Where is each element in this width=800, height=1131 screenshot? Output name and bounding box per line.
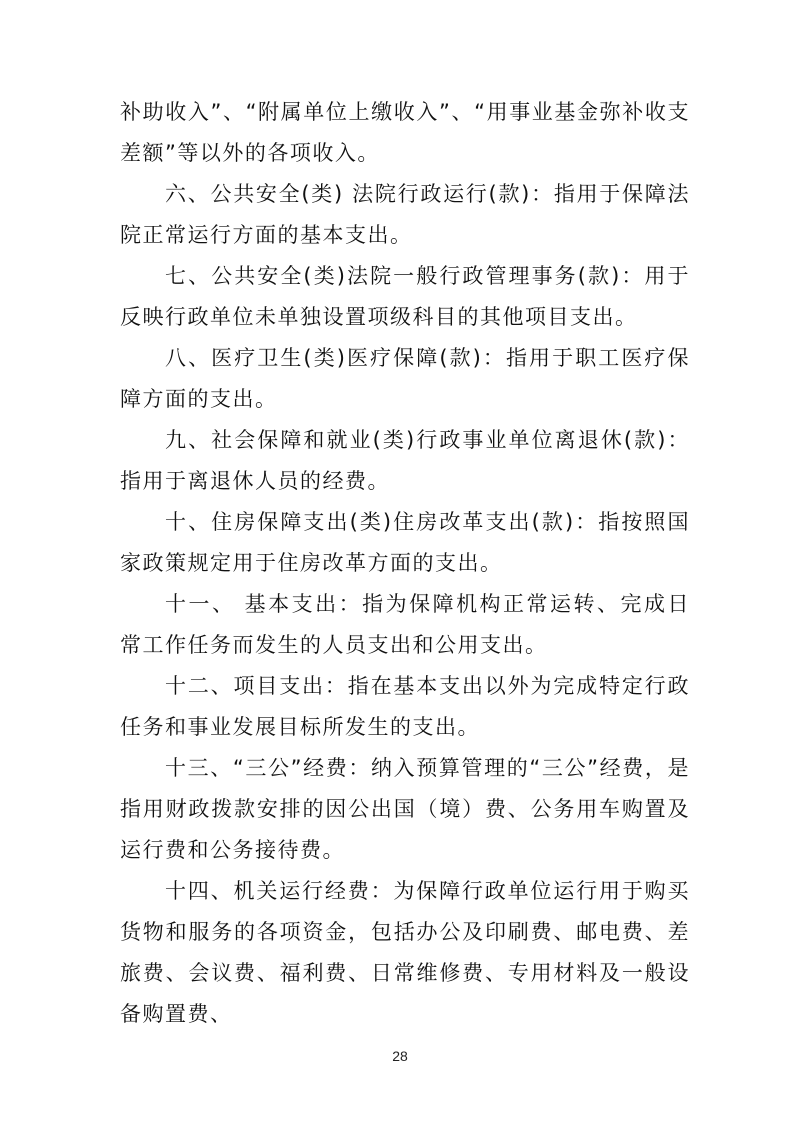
paragraph-item-7: 七、公共安全(类)法院一般行政管理事务(款)：用于反映行政单位未单独设置项级科目的其他项目支出。 — [120, 264, 690, 329]
paragraph-item-13: 十三、“三公”经费：纳入预算管理的“三公”经费，是指用财政拨款安排的因公出国（境）费、公务用车购置及运行费和公务接待费。 — [120, 756, 691, 862]
paragraph-item-10: 十、住房保障支出(类)住房改革支出(款)：指按照国家政策规定用于住房改革方面的支出。 — [120, 510, 690, 575]
paragraph-item-9: 九、社会保障和就业(类)行政事业单位离退休(款)：指用于离退休人员的经费。 — [120, 428, 690, 493]
paragraph-item-8: 八、医疗卫生(类)医疗保障(款)：指用于职工医疗保障方面的支出。 — [120, 346, 690, 411]
paragraph-item-11: 十一、 基本支出：指为保障机构正常运转、完成日常工作任务而发生的人员支出和公用支出。 — [120, 592, 690, 657]
paragraph-item-14: 十四、机关运行经费：为保障行政单位运行用于购买货物和服务的各项资金，包括办公及印刷费、邮电费、差旅费、会议费、福利费、日常维修费、专用材料及一般设备购置费、 — [120, 879, 690, 1026]
document-body — [120, 92, 690, 1035]
page-number: 28 — [392, 1048, 408, 1064]
paragraph-item-12: 十二、项目支出：指在基本支出以外为完成特定行政任务和事业发展目标所发生的支出。 — [120, 674, 690, 739]
paragraph-continuation: 补助收入”、“附属单位上缴收入”、“用事业基金弥补收支差额”等以外的各项收入。 — [120, 100, 690, 165]
paragraph-item-6: 六、公共安全(类) 法院行政运行(款)：指用于保障法院正常运行方面的基本支出。 — [120, 182, 690, 247]
